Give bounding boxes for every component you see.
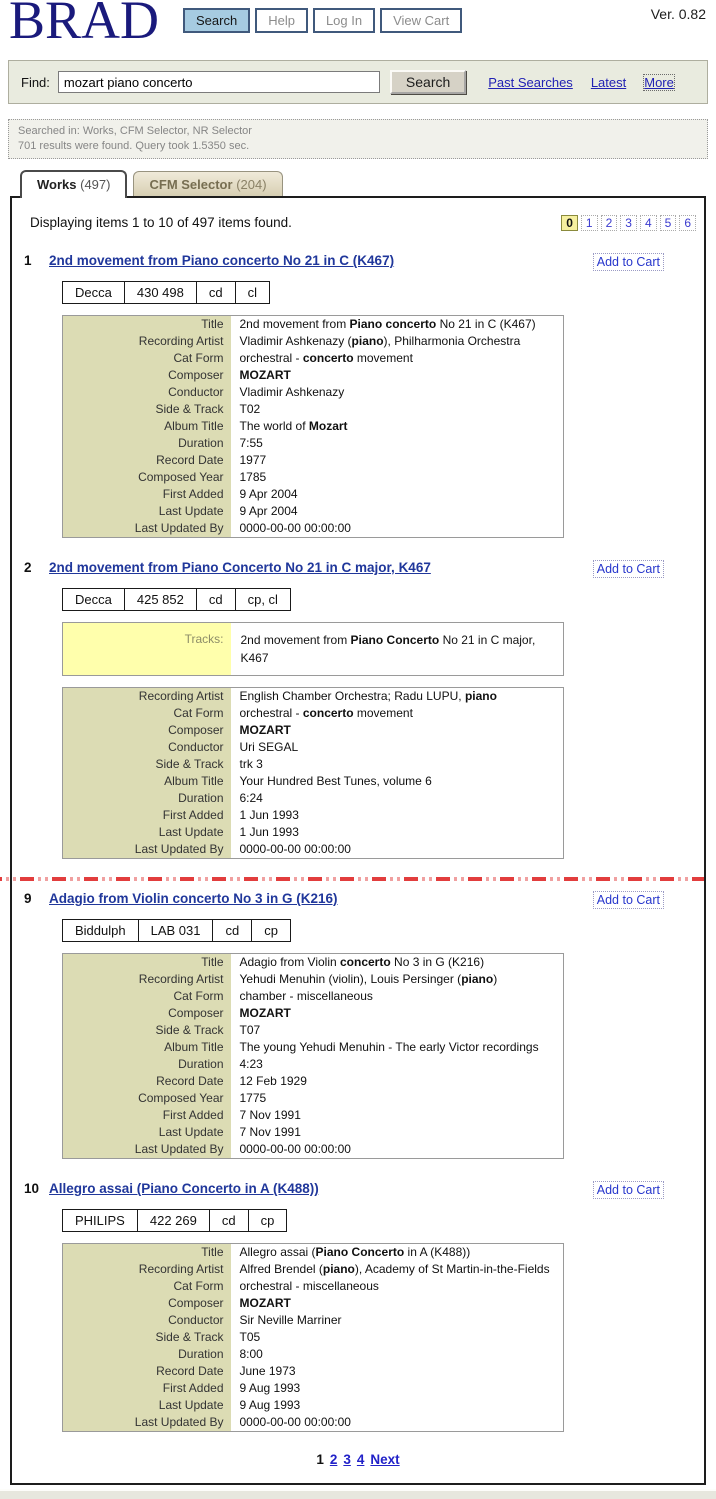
detail-row bbox=[63, 401, 564, 418]
detail-value: orchestral - concerto movement bbox=[231, 705, 564, 722]
detail-value: Uri SEGAL bbox=[231, 739, 564, 756]
detail-label: Conductor bbox=[63, 739, 231, 756]
latest-link[interactable]: Latest bbox=[590, 74, 627, 90]
record-label-cell: Decca bbox=[63, 589, 125, 611]
detail-value: Vladimir Ashkenazy (piano), Philharmonia Orchestra bbox=[231, 333, 564, 350]
detail-value: 2nd movement from Piano concerto No 21 in C (K467) bbox=[231, 316, 564, 334]
detail-value: 0000-00-00 00:00:00 bbox=[231, 1141, 564, 1159]
tracks-value: 2nd movement from Piano Concerto No 21 in C major, K467 bbox=[231, 623, 564, 676]
add-to-cart-button[interactable]: Add to Cart bbox=[593, 891, 664, 909]
detail-row bbox=[63, 1397, 564, 1414]
record-label-cell: cd bbox=[213, 920, 252, 942]
detail-value: MOZART bbox=[231, 722, 564, 739]
detail-row bbox=[63, 1141, 564, 1159]
detail-label: Composed Year bbox=[63, 1090, 231, 1107]
record-label-cell: PHILIPS bbox=[63, 1210, 138, 1232]
nav-view-cart-button[interactable]: View Cart bbox=[380, 8, 462, 33]
detail-label: Record Date bbox=[63, 1073, 231, 1090]
detail-row bbox=[63, 1363, 564, 1380]
item-head bbox=[24, 253, 664, 271]
detail-value: T07 bbox=[231, 1022, 564, 1039]
nav-login-button[interactable]: Log In bbox=[313, 8, 375, 33]
detail-value: trk 3 bbox=[231, 756, 564, 773]
record-label-strip bbox=[62, 919, 291, 942]
detail-row bbox=[63, 1295, 564, 1312]
record-label-cell: cd bbox=[196, 589, 235, 611]
detail-value: MOZART bbox=[231, 1295, 564, 1312]
detail-value: 9 Apr 2004 bbox=[231, 503, 564, 520]
detail-label: Last Updated By bbox=[63, 520, 231, 538]
detail-label: Composer bbox=[63, 1295, 231, 1312]
detail-value: 7 Nov 1991 bbox=[231, 1107, 564, 1124]
detail-value: 0000-00-00 00:00:00 bbox=[231, 1414, 564, 1432]
item-title-link[interactable]: Allegro assai (Piano Concerto in A (K488)) bbox=[49, 1181, 319, 1196]
detail-value: orchestral - miscellaneous bbox=[231, 1278, 564, 1295]
detail-label: Side & Track bbox=[63, 1022, 231, 1039]
record-label-cell: Decca bbox=[63, 282, 125, 304]
status-line-2: 701 results were found. Query took 1.5350 sec. bbox=[18, 140, 250, 152]
tab-cfm-selector-count: (204) bbox=[236, 177, 267, 192]
add-to-cart-button[interactable]: Add to Cart bbox=[593, 560, 664, 578]
detail-label: Record Date bbox=[63, 1363, 231, 1380]
detail-row bbox=[63, 954, 564, 972]
bottom-pager-link[interactable]: 3 bbox=[343, 1452, 351, 1467]
top-pager-page-button[interactable]: 6 bbox=[679, 215, 696, 231]
panel-head bbox=[12, 212, 704, 231]
top-pager-page-button[interactable]: 3 bbox=[620, 215, 637, 231]
record-label-cell: cd bbox=[196, 282, 235, 304]
detail-value: The world of Mozart bbox=[231, 418, 564, 435]
detail-label: Cat Form bbox=[63, 1278, 231, 1295]
results-list bbox=[12, 253, 704, 1432]
detail-table bbox=[62, 315, 564, 538]
detail-row bbox=[63, 1073, 564, 1090]
tab-cfm-selector[interactable] bbox=[133, 171, 282, 196]
detail-label: Title bbox=[63, 954, 231, 972]
detail-row bbox=[63, 520, 564, 538]
detail-label: Title bbox=[63, 316, 231, 334]
detail-row bbox=[63, 469, 564, 486]
detail-value: 7:55 bbox=[231, 435, 564, 452]
detail-value: 9 Aug 1993 bbox=[231, 1380, 564, 1397]
detail-row bbox=[63, 739, 564, 756]
detail-row bbox=[63, 1107, 564, 1124]
detail-label: First Added bbox=[63, 1380, 231, 1397]
tracks-label: Tracks: bbox=[63, 623, 231, 676]
detail-row bbox=[63, 722, 564, 739]
record-label-cell: 425 852 bbox=[124, 589, 196, 611]
top-pager-page-button[interactable]: 4 bbox=[640, 215, 657, 231]
detail-value: 1 Jun 1993 bbox=[231, 824, 564, 841]
result-item bbox=[12, 560, 704, 859]
search-button[interactable]: Search bbox=[390, 70, 466, 94]
detail-label: Side & Track bbox=[63, 401, 231, 418]
detail-row bbox=[63, 367, 564, 384]
detail-row bbox=[63, 316, 564, 334]
detail-row bbox=[63, 1056, 564, 1073]
tab-cfm-selector-label: CFM Selector bbox=[149, 177, 233, 192]
top-pager-page-button[interactable]: 2 bbox=[601, 215, 618, 231]
detail-label: Recording Artist bbox=[63, 971, 231, 988]
record-label-cell: cp bbox=[248, 1210, 287, 1232]
detail-value: 9 Apr 2004 bbox=[231, 486, 564, 503]
detail-row bbox=[63, 486, 564, 503]
detail-label: Last Update bbox=[63, 1397, 231, 1414]
header bbox=[0, 0, 716, 58]
record-label-strip bbox=[62, 281, 270, 304]
detail-value: MOZART bbox=[231, 367, 564, 384]
item-head bbox=[24, 891, 664, 909]
detail-row bbox=[63, 1346, 564, 1363]
detail-label: First Added bbox=[63, 1107, 231, 1124]
detail-value: MOZART bbox=[231, 1005, 564, 1022]
detail-value: 9 Aug 1993 bbox=[231, 1397, 564, 1414]
detail-label: Duration bbox=[63, 1346, 231, 1363]
detail-row bbox=[63, 418, 564, 435]
detail-value: Your Hundred Best Tunes, volume 6 bbox=[231, 773, 564, 790]
record-label-strip bbox=[62, 1209, 287, 1232]
results-panel bbox=[10, 196, 706, 1485]
detail-value: Vladimir Ashkenazy bbox=[231, 384, 564, 401]
tab-works-label: Works bbox=[37, 177, 77, 192]
detail-value: Yehudi Menuhin (violin), Louis Persinger (piano) bbox=[231, 971, 564, 988]
detail-label: Conductor bbox=[63, 1312, 231, 1329]
record-label-cell: cp bbox=[252, 920, 291, 942]
detail-value: 1977 bbox=[231, 452, 564, 469]
detail-row bbox=[63, 1261, 564, 1278]
detail-value: 4:23 bbox=[231, 1056, 564, 1073]
detail-row bbox=[63, 756, 564, 773]
detail-label: Composer bbox=[63, 722, 231, 739]
detail-row bbox=[63, 1278, 564, 1295]
detail-row bbox=[63, 688, 564, 706]
item-number: 1 bbox=[24, 253, 32, 268]
record-label-cell: cp, cl bbox=[235, 589, 290, 611]
detail-value: June 1973 bbox=[231, 1363, 564, 1380]
result-item bbox=[12, 891, 704, 1159]
detail-value: English Chamber Orchestra; Radu LUPU, piano bbox=[231, 688, 564, 706]
detail-table bbox=[62, 687, 564, 859]
record-label-row bbox=[63, 282, 270, 304]
results-summary: Displaying items 1 to 10 of 497 items found. bbox=[30, 215, 292, 230]
detail-value: 7 Nov 1991 bbox=[231, 1124, 564, 1141]
find-bar bbox=[8, 60, 708, 104]
detail-value: 8:00 bbox=[231, 1346, 564, 1363]
detail-value: orchestral - concerto movement bbox=[231, 350, 564, 367]
find-links bbox=[488, 75, 674, 90]
detail-value: 12 Feb 1929 bbox=[231, 1073, 564, 1090]
detail-row bbox=[63, 1380, 564, 1397]
detail-value: Sir Neville Marriner bbox=[231, 1312, 564, 1329]
detail-label: Last Update bbox=[63, 503, 231, 520]
detail-row bbox=[63, 503, 564, 520]
detail-value: 1775 bbox=[231, 1090, 564, 1107]
detail-value: The young Yehudi Menuhin - The early Victor recordings bbox=[231, 1039, 564, 1056]
detail-row bbox=[63, 384, 564, 401]
detail-value: T02 bbox=[231, 401, 564, 418]
tracks-table bbox=[62, 622, 564, 676]
result-item bbox=[12, 1181, 704, 1432]
brad-logo: BRAD bbox=[9, 0, 160, 50]
detail-label: Duration bbox=[63, 1056, 231, 1073]
detail-label: First Added bbox=[63, 807, 231, 824]
detail-label: Last Updated By bbox=[63, 841, 231, 859]
detail-row bbox=[63, 1039, 564, 1056]
top-pager bbox=[561, 215, 696, 231]
nav-search-button[interactable]: Search bbox=[183, 8, 250, 33]
detail-label: Record Date bbox=[63, 452, 231, 469]
detail-row bbox=[63, 705, 564, 722]
add-to-cart-button[interactable]: Add to Cart bbox=[593, 253, 664, 271]
top-pager-page-button[interactable]: 5 bbox=[660, 215, 677, 231]
detail-row bbox=[63, 435, 564, 452]
detail-label: Duration bbox=[63, 790, 231, 807]
detail-label: Duration bbox=[63, 435, 231, 452]
header-nav bbox=[183, 8, 462, 33]
detail-label: Cat Form bbox=[63, 350, 231, 367]
detail-label: Last Update bbox=[63, 1124, 231, 1141]
item-title-link[interactable]: 2nd movement from Piano Concerto No 21 in C major, K467 bbox=[49, 560, 431, 575]
detail-row bbox=[63, 1244, 564, 1262]
detail-label: Cat Form bbox=[63, 988, 231, 1005]
detail-value: 0000-00-00 00:00:00 bbox=[231, 520, 564, 538]
record-label-cell: LAB 031 bbox=[138, 920, 213, 942]
detail-label: Album Title bbox=[63, 1039, 231, 1056]
record-label-cell: cl bbox=[235, 282, 269, 304]
bottom-pager-link[interactable]: Next bbox=[370, 1452, 400, 1467]
detail-value: 1785 bbox=[231, 469, 564, 486]
tab-works[interactable] bbox=[20, 170, 127, 198]
item-number: 9 bbox=[24, 891, 32, 906]
detail-value: 0000-00-00 00:00:00 bbox=[231, 841, 564, 859]
detail-row bbox=[63, 452, 564, 469]
more-link[interactable]: More bbox=[644, 74, 674, 90]
snip-divider bbox=[0, 877, 704, 881]
add-to-cart-button[interactable]: Add to Cart bbox=[593, 1181, 664, 1199]
detail-label: Recording Artist bbox=[63, 1261, 231, 1278]
detail-label: Last Updated By bbox=[63, 1414, 231, 1432]
detail-label: Composer bbox=[63, 1005, 231, 1022]
tab-works-count: (497) bbox=[80, 177, 111, 192]
record-label-cell: cd bbox=[209, 1210, 248, 1232]
detail-value: Alfred Brendel (piano), Academy of St Martin-in-the-Fields bbox=[231, 1261, 564, 1278]
detail-row bbox=[63, 773, 564, 790]
detail-value: Adagio from Violin concerto No 3 in G (K216) bbox=[231, 954, 564, 972]
record-label-cell: 422 269 bbox=[137, 1210, 209, 1232]
detail-table bbox=[62, 1243, 564, 1432]
detail-label: First Added bbox=[63, 486, 231, 503]
bottom-pager-link[interactable]: 2 bbox=[329, 1452, 338, 1467]
detail-row bbox=[63, 1022, 564, 1039]
detail-row bbox=[63, 1312, 564, 1329]
status-line-1: Searched in: Works, CFM Selector, NR Selector bbox=[18, 125, 252, 137]
past-searches-link[interactable]: Past Searches bbox=[488, 74, 573, 90]
detail-row bbox=[63, 841, 564, 859]
record-label-strip bbox=[62, 588, 291, 611]
search-status-box bbox=[8, 119, 708, 159]
detail-label: Last Updated By bbox=[63, 1141, 231, 1159]
item-number: 10 bbox=[24, 1181, 40, 1196]
nav-help-button[interactable]: Help bbox=[255, 8, 308, 33]
detail-label: Album Title bbox=[63, 418, 231, 435]
detail-row bbox=[63, 1005, 564, 1022]
record-label-cell: Biddulph bbox=[63, 920, 139, 942]
detail-row bbox=[63, 1329, 564, 1346]
record-label-row bbox=[63, 589, 291, 611]
detail-label: Recording Artist bbox=[63, 688, 231, 706]
detail-row bbox=[63, 790, 564, 807]
footer-strip bbox=[0, 1489, 716, 1499]
search-input[interactable] bbox=[58, 71, 380, 93]
detail-label: Side & Track bbox=[63, 756, 231, 773]
item-title-link[interactable]: Adagio from Violin concerto No 3 in G (K216) bbox=[49, 891, 338, 906]
detail-row bbox=[63, 1090, 564, 1107]
detail-table bbox=[62, 953, 564, 1159]
detail-row bbox=[63, 1414, 564, 1432]
bottom-pager-current: 1 bbox=[316, 1452, 324, 1467]
detail-row bbox=[63, 807, 564, 824]
detail-row bbox=[63, 824, 564, 841]
find-label: Find: bbox=[21, 74, 50, 90]
detail-label: Recording Artist bbox=[63, 333, 231, 350]
tracks-row bbox=[63, 623, 564, 676]
result-item bbox=[12, 253, 704, 538]
detail-row bbox=[63, 333, 564, 350]
bottom-pager-link[interactable]: 4 bbox=[356, 1452, 365, 1467]
detail-row bbox=[63, 1124, 564, 1141]
detail-row bbox=[63, 988, 564, 1005]
record-label-row bbox=[63, 1210, 287, 1232]
item-head bbox=[24, 560, 664, 578]
detail-row bbox=[63, 971, 564, 988]
bottom-pager bbox=[12, 1452, 704, 1467]
detail-row bbox=[63, 350, 564, 367]
detail-value: 6:24 bbox=[231, 790, 564, 807]
top-pager-current: 0 bbox=[561, 215, 578, 231]
top-pager-page-button[interactable]: 1 bbox=[581, 215, 598, 231]
detail-label: Album Title bbox=[63, 773, 231, 790]
record-label-row bbox=[63, 920, 291, 942]
detail-label: Composer bbox=[63, 367, 231, 384]
detail-value: T05 bbox=[231, 1329, 564, 1346]
record-label-cell: 430 498 bbox=[124, 282, 196, 304]
detail-value: chamber - miscellaneous bbox=[231, 988, 564, 1005]
detail-label: Composed Year bbox=[63, 469, 231, 486]
version-label: Ver. 0.82 bbox=[650, 6, 706, 22]
detail-label: Title bbox=[63, 1244, 231, 1262]
detail-label: Last Update bbox=[63, 824, 231, 841]
item-title-link[interactable]: 2nd movement from Piano concerto No 21 in C (K467) bbox=[49, 253, 395, 268]
detail-value: Allegro assai (Piano Concerto in A (K488)) bbox=[231, 1244, 564, 1262]
detail-label: Cat Form bbox=[63, 705, 231, 722]
detail-label: Conductor bbox=[63, 384, 231, 401]
detail-label: Side & Track bbox=[63, 1329, 231, 1346]
item-head bbox=[24, 1181, 664, 1199]
result-tabs bbox=[0, 170, 716, 196]
detail-value: 1 Jun 1993 bbox=[231, 807, 564, 824]
item-number: 2 bbox=[24, 560, 32, 575]
